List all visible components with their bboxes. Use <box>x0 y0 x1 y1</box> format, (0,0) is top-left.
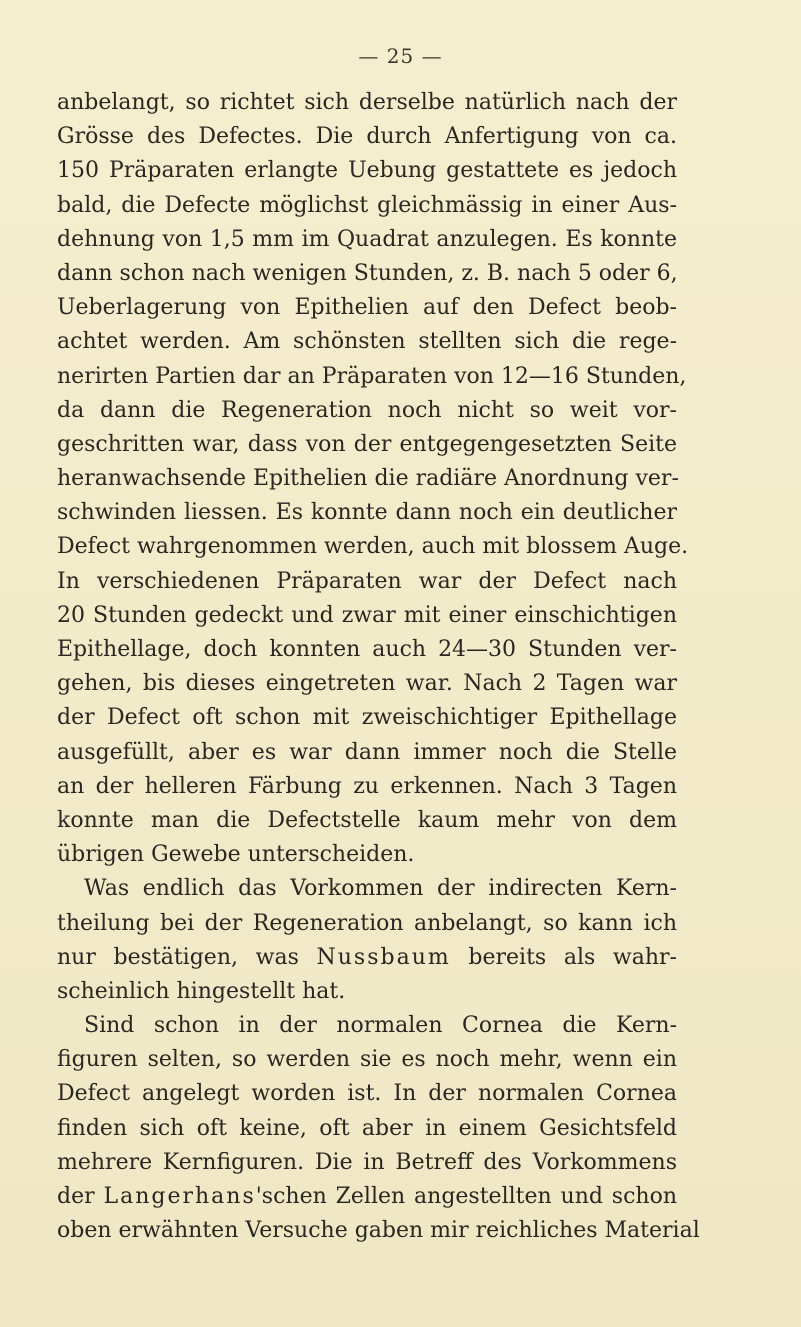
text-line-5: dehnung von 1,5 mm im Quadrat anzulegen. Es konnte <box>57 226 677 252</box>
text-line-4: bald, die Defecte möglichst gleichmässig in einer Aus- <box>57 192 677 218</box>
line-33-part-1: der <box>57 1184 95 1209</box>
text-line-21: an der helleren Färbung zu erkennen. Nach 3 Tagen <box>57 773 677 799</box>
line-26-part-1: nur bestätigen, was <box>57 944 299 970</box>
text-line-32: mehrere Kernfiguren. Die in Betreff des Vorkommens <box>57 1149 677 1175</box>
text-line-27: scheinlich hingestellt hat. <box>57 978 346 1004</box>
text-line-9: nerirten Partien dar an Präparaten von 12—16 Stunden, <box>57 363 687 389</box>
text-line-15: In verschiedenen Präparaten war der Defect nach <box>57 568 677 594</box>
text-line-16: 20 Stunden gedeckt und zwar mit einer einschichtigen <box>57 602 677 628</box>
text-line-25: theilung bei der Regeneration anbelangt, so kann ich <box>57 910 677 936</box>
text-line-17: Epithellage, doch konnten auch 24—30 Stunden ver- <box>57 637 677 662</box>
author-name-langerhans: Langerhans <box>103 1184 256 1209</box>
text-line-3: 150 Präparaten erlangte Uebung gestattete es jedoch <box>57 158 677 184</box>
text-line-19: der Defect oft schon mit zweischichtiger Epithellage <box>57 705 677 731</box>
text-line-14: Defect wahrgenommen werden, auch mit blossem Auge. <box>57 534 689 560</box>
text-line-2: Grösse des Defectes. Die durch Anfertigung von ca. <box>57 124 677 150</box>
text-line-20: ausgefüllt, aber es war dann immer noch die Stelle <box>57 739 677 765</box>
text-line-18: gehen, bis dieses eingetreten war. Nach 2 Tagen war <box>57 671 677 697</box>
author-name-nussbaum: Nussbaum <box>316 944 451 970</box>
line-26-part-2: bereits als wahr- <box>468 944 677 970</box>
page-number: — 25 — <box>358 44 443 68</box>
text-line-28: Sind schon in der normalen Cornea die Kern- <box>84 1013 677 1039</box>
text-line-7: Ueberlagerung von Epithelien auf den Defect beob- <box>57 295 677 321</box>
text-line-13: schwinden liessen. Es konnte dann noch ein deutlicher <box>57 500 677 526</box>
text-line-12: heranwachsende Epithelien die radiäre Anordnung ver- <box>57 466 679 492</box>
text-line-30: Defect angelegt worden ist. In der normalen Cornea <box>57 1081 677 1107</box>
text-line-23: übrigen Gewebe unterscheiden. <box>57 842 415 868</box>
text-line-10: da dann die Regeneration noch nicht so weit vor- <box>57 397 677 423</box>
text-line-31: finden sich oft keine, oft aber in einem Gesichtsfeld <box>57 1115 677 1141</box>
text-line-33 <box>57 1180 677 1214</box>
text-line-24: Was endlich das Vorkommen der indirecten Kern- <box>84 876 677 902</box>
text-line-22: konnte man die Defectstelle kaum mehr von dem <box>57 807 677 833</box>
body-text <box>57 86 700 1248</box>
line-33-part-2: 'schen Zellen angestellten und schon <box>255 1184 677 1209</box>
text-line-6: dann schon nach wenigen Stunden, z. B. nach 5 oder 6, <box>57 260 678 286</box>
text-line-1: anbelangt, so richtet sich derselbe natürlich nach der <box>57 90 677 115</box>
text-line-34: oben erwähnten Versuche gaben mir reichliches Material <box>57 1218 700 1244</box>
text-line-11: geschritten war, dass von der entgegengesetzten Seite <box>57 431 677 457</box>
text-line-8: achtet werden. Am schönsten stellten sich die rege- <box>57 329 677 355</box>
text-line-29: figuren selten, so werden sie es noch mehr, wenn ein <box>57 1047 677 1073</box>
text-line-26 <box>57 941 677 975</box>
